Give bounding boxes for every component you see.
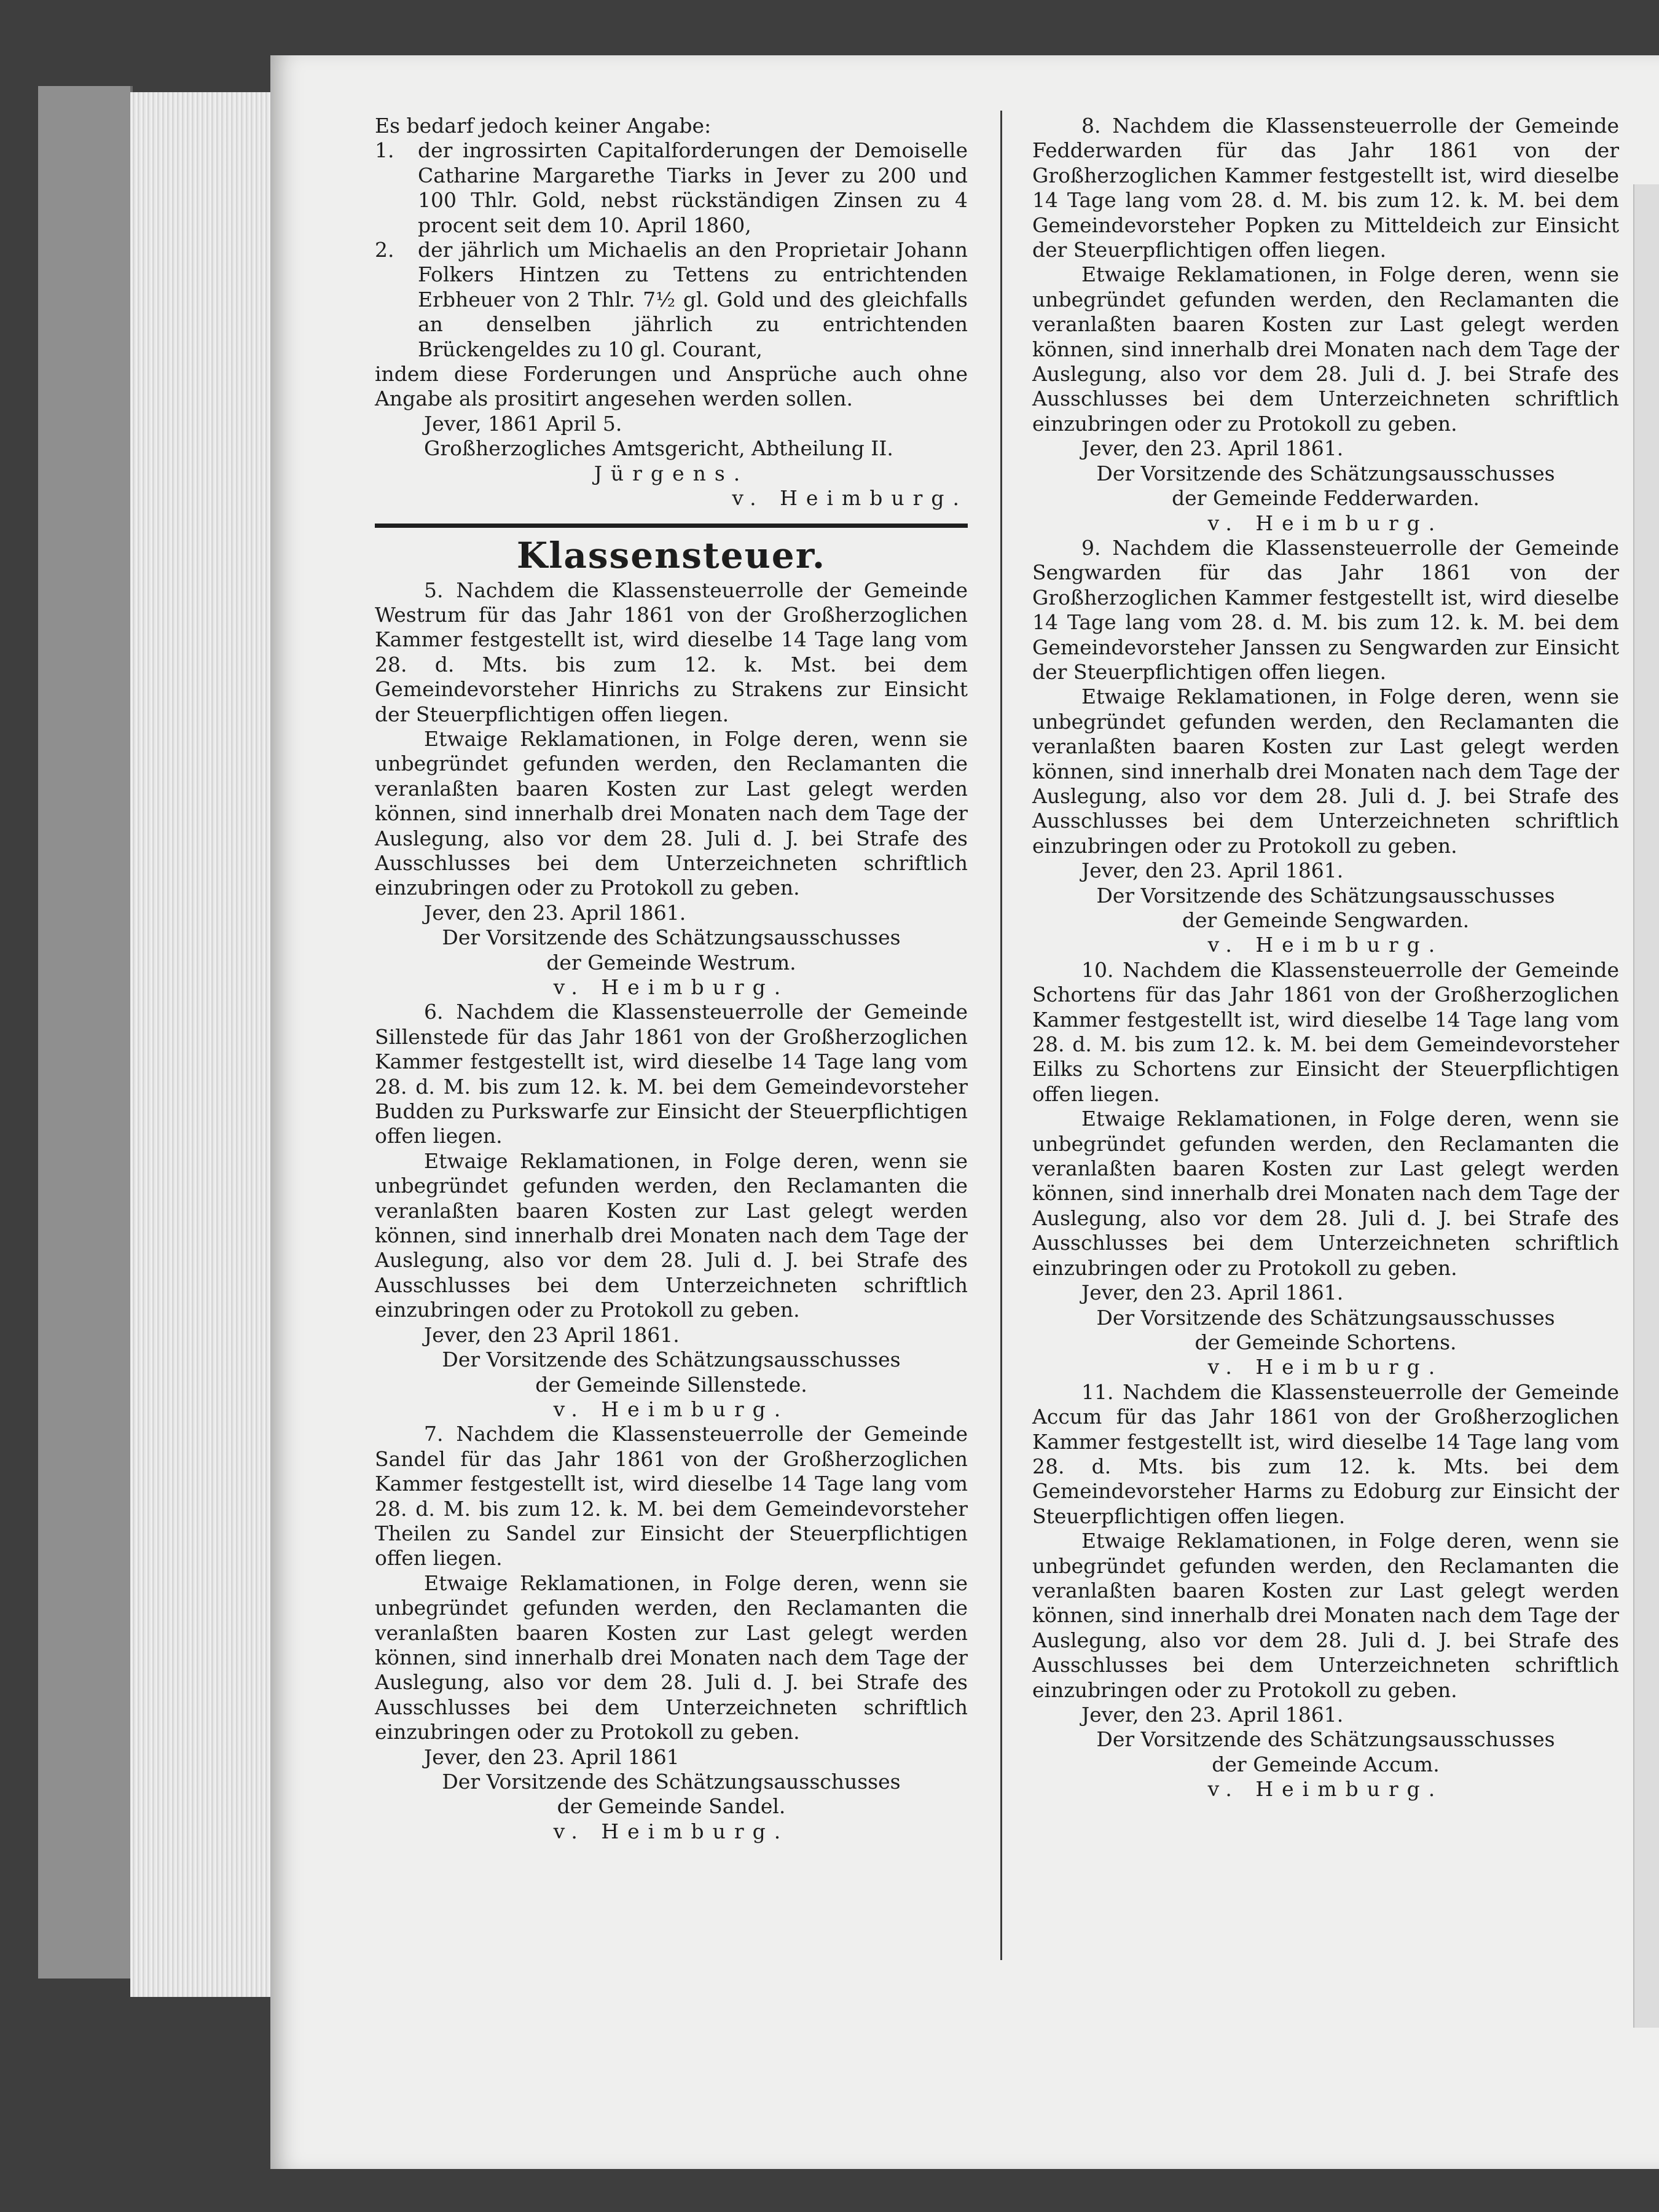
list-item: [375, 138, 968, 238]
entry-9-signature-municipality: der Gemeinde Sengwarden.: [1182, 908, 1470, 932]
entry-9-signature-title: Der Vorsitzende des Schätzungsausschusses: [1096, 883, 1555, 908]
closing-text: indem diese Forderungen und Ansprüche auch ohne Angabe als prositirt angesehen werden sollen.: [375, 362, 968, 411]
entry-8-reclamation: Etwaige Reklamationen, in Folge deren, wenn sie unbegründet gefunden werden, den Reclamanten die veranlaßten baaren Kosten zur Last gelegt werden können, sind innerhalb drei Monaten nach dem Tage der Auslegung, also vor dem 28. Juli d. J. bei Strafe des Ausschlusses bei dem Unterzeichneten schriftlich einzubringen oder zu Protokoll zu geben.: [1032, 262, 1619, 436]
entry-5-signature-name: v. Heimburg.: [553, 975, 790, 999]
book-cover: [38, 86, 133, 1979]
entry-9-text: 9. Nachdem die Klassensteuerrolle der Gemeinde Sengwarden für das Jahr 1861 von der Großherzoglichen Kammer festgestellt ist, wird dieselbe 14 Tage lang vom 28. d. M. bis zum 12. k. M. bei dem Gemeindevorsteher Janssen zu Sengwarden zur Einsicht der Steuerpflichtigen offen liegen.: [1032, 535, 1619, 684]
list-item: [375, 238, 968, 362]
entry-8-signature-title: Der Vorsitzende des Schätzungsausschusses: [1096, 461, 1555, 485]
entry-5-reclamation: Etwaige Reklamationen, in Folge deren, wenn sie unbegründet gefunden werden, den Reclamanten die veranlaßten baaren Kosten zur Last gelegt werden können, sind innerhalb drei Monaten nach dem Tage der Auslegung, also vor dem 28. Juli d. J. bei Strafe des Ausschlusses bei dem Unterzeichneten schriftlich einzubringen oder zu Protokoll zu geben.: [375, 726, 968, 900]
entry-7-signature-name: v. Heimburg.: [553, 1819, 790, 1843]
notice-date: Jever, 1861 April 5.: [424, 411, 622, 436]
entry-10-signature-municipality: der Gemeinde Schortens.: [1194, 1330, 1457, 1354]
entry-6-reclamation: Etwaige Reklamationen, in Folge deren, wenn sie unbegründet gefunden werden, den Reclamanten die veranlaßten baaren Kosten zur Last gelegt werden können, sind innerhalb drei Monaten nach dem Tage der Auslegung, also vor dem 28. Juli d. J. bei Strafe des Ausschlusses bei dem Unterzeichneten schriftlich einzubringen oder zu Protokoll zu geben.: [375, 1148, 968, 1322]
entry-11-reclamation: Etwaige Reklamationen, in Folge deren, wenn sie unbegründet gefunden werden, den Reclamanten die veranlaßten baaren Kosten zur Last gelegt werden können, sind innerhalb drei Monaten nach dem Tage der Auslegung, also vor dem 28. Juli d. J. bei Strafe des Ausschlusses bei dem Unterzeichneten schriftlich einzubringen oder zu Protokoll zu geben.: [1032, 1529, 1619, 1702]
signature-heimburg: v. Heimburg.: [732, 486, 968, 511]
entry-11-signature-title: Der Vorsitzende des Schätzungsausschusses: [1096, 1727, 1555, 1752]
entry-6-signature-name: v. Heimburg.: [553, 1397, 790, 1421]
list-item-text: der ingrossirten Capitalforderungen der Demoiselle Catharine Margarethe Tiarks in Jever zu 200 und 100 Thlr. Gold, nebst rückständigen Zinsen zu 4 procent seit dem 10. April 1860,: [418, 138, 968, 237]
entry-7-date: Jever, den 23. April 1861: [424, 1744, 680, 1769]
column-divider: [1000, 111, 1002, 1960]
section-rule: [375, 524, 968, 528]
entry-8-signature-municipality: der Gemeinde Fedderwarden.: [1172, 486, 1480, 511]
entry-11-text: 11. Nachdem die Klassensteuerrolle der Gemeinde Accum für das Jahr 1861 von der Großherzoglichen Kammer festgestellt ist, wird dieselbe 14 Tage lang vom 28. d. Mts. bis zum 12. k. Mts. bei dem Gemeindevorsteher Harms zu Edoburg zur Einsicht der Steuerpflichtigen offen liegen.: [1032, 1379, 1619, 1528]
section-heading: Klassensteuer.: [516, 534, 826, 576]
court-name: Großherzogliches Amtsgericht, Abtheilung II.: [424, 436, 893, 461]
entry-9-date: Jever, den 23. April 1861.: [1081, 858, 1344, 883]
entry-10-date: Jever, den 23. April 1861.: [1081, 1281, 1344, 1305]
entry-5-text: 5. Nachdem die Klassensteuerrolle der Gemeinde Westrum für das Jahr 1861 von der Großherzoglichen Kammer festgestellt ist, wird dieselbe 14 Tage lang vom 28. d. Mts. bis zum 12. k. Mst. bei dem Gemeindevorsteher Hinrichs zu Strakens zur Einsicht der Steuerpflichtigen offen liegen.: [375, 578, 968, 726]
entry-6-text: 6. Nachdem die Klassensteuerrolle der Gemeinde Sillenstede für das Jahr 1861 von der Großherzoglichen Kammer festgestellt ist, wird dieselbe 14 Tage lang vom 28. d. M. bis zum 12. k. M. bei dem Gemeindevorsteher Budden zu Purkswarfe zur Einsicht der Steuerpflichtigen offen liegen.: [375, 1000, 968, 1148]
entry-8-text: 8. Nachdem die Klassensteuerrolle der Gemeinde Fedderwarden für das Jahr 1861 von der Großherzoglichen Kammer festgestellt ist, wird dieselbe 14 Tage lang vom 28. d. M. bis zum 12. k. M. bei dem Gemeindevorsteher Popken zu Mitteldeich zur Einsicht der Steuerpflichtigen offen liegen.: [1032, 114, 1619, 262]
adjacent-page-edge: [1633, 184, 1659, 2028]
entry-6-signature-municipality: der Gemeinde Sillenstede.: [535, 1372, 807, 1397]
entry-11-signature-municipality: der Gemeinde Accum.: [1212, 1752, 1440, 1776]
list-item-number: 2.: [375, 238, 394, 262]
entry-5-signature-municipality: der Gemeinde Westrum.: [546, 950, 796, 975]
entry-6-date: Jever, den 23 April 1861.: [424, 1322, 680, 1347]
intro-text: Es bedarf jedoch keiner Angabe:: [375, 114, 712, 138]
entry-10-text: 10. Nachdem die Klassensteuerrolle der Gemeinde Schortens für das Jahr 1861 von der Großherzoglichen Kammer festgestellt ist, wird dieselbe 14 Tage lang vom 28. d. M. bis zum 12. k. M. bei dem Gemeindevorsteher Eilks zu Schortens zur Einsicht der Steuerpflichtigen offen liegen.: [1032, 957, 1619, 1106]
entry-9-signature-name: v. Heimburg.: [1207, 933, 1444, 957]
entry-5-signature-title: Der Vorsitzende des Schätzungsausschusses: [442, 925, 901, 950]
entry-9-reclamation: Etwaige Reklamationen, in Folge deren, wenn sie unbegründet gefunden werden, den Reclamanten die veranlaßten baaren Kosten zur Last gelegt werden können, sind innerhalb drei Monaten nach dem Tage der Auslegung, also vor dem 28. Juli d. J. bei Strafe des Ausschlusses bei dem Unterzeichneten schriftlich einzubringen oder zu Protokoll zu geben.: [1032, 684, 1619, 858]
right-column: [1032, 114, 1619, 1802]
entry-10-signature-title: Der Vorsitzende des Schätzungsausschusses: [1096, 1305, 1555, 1330]
entry-8-signature-name: v. Heimburg.: [1207, 511, 1444, 535]
entry-7-text: 7. Nachdem die Klassensteuerrolle der Gemeinde Sandel für das Jahr 1861 von der Großherzoglichen Kammer festgestellt ist, wird dieselbe 14 Tage lang vom 28. d. M. bis zum 12. k. M. bei dem Gemeindevorsteher Theilen zu Sandel zur Einsicht der Steuerpflichtigen offen liegen.: [375, 1422, 968, 1571]
entry-10-signature-name: v. Heimburg.: [1207, 1355, 1444, 1379]
entry-6-signature-title: Der Vorsitzende des Schätzungsausschusses: [442, 1347, 901, 1372]
left-column: [375, 114, 968, 1844]
list-item-text: der jährlich um Michaelis an den Proprietair Johann Folkers Hintzen zu Tettens zu entrichtenden Erbheuer von 2 Thlr. 7½ gl. Gold und des gleichfalls an denselben jährlich zu entrichtenden Brückengeldes zu 10 gl. Courant,: [418, 238, 968, 361]
entry-8-date: Jever, den 23. April 1861.: [1081, 436, 1344, 461]
entry-7-signature-title: Der Vorsitzende des Schätzungsausschusses: [442, 1770, 901, 1794]
entry-10-reclamation: Etwaige Reklamationen, in Folge deren, wenn sie unbegründet gefunden werden, den Reclamanten die veranlaßten baaren Kosten zur Last gelegt werden können, sind innerhalb drei Monaten nach dem Tage der Auslegung, also vor dem 28. Juli d. J. bei Strafe des Ausschlusses bei dem Unterzeichneten schriftlich einzubringen oder zu Protokoll zu geben.: [1032, 1107, 1619, 1280]
entry-11-date: Jever, den 23. April 1861.: [1081, 1703, 1344, 1727]
entry-11-signature-name: v. Heimburg.: [1207, 1777, 1444, 1802]
book-page-edges: [130, 92, 272, 1997]
list-item-number: 1.: [375, 138, 394, 163]
entry-7-signature-municipality: der Gemeinde Sandel.: [557, 1794, 786, 1819]
entry-5-date: Jever, den 23. April 1861.: [424, 900, 686, 925]
signature-juergens: Jürgens.: [594, 461, 749, 485]
entry-7-reclamation: Etwaige Reklamationen, in Folge deren, wenn sie unbegründet gefunden werden, den Reclamanten die veranlaßten baaren Kosten zur Last gelegt werden können, sind innerhalb drei Monaten nach dem Tage der Auslegung, also vor dem 28. Juli d. J. bei Strafe des Ausschlusses bei dem Unterzeichneten schriftlich einzubringen oder zu Protokoll zu geben.: [375, 1571, 968, 1744]
